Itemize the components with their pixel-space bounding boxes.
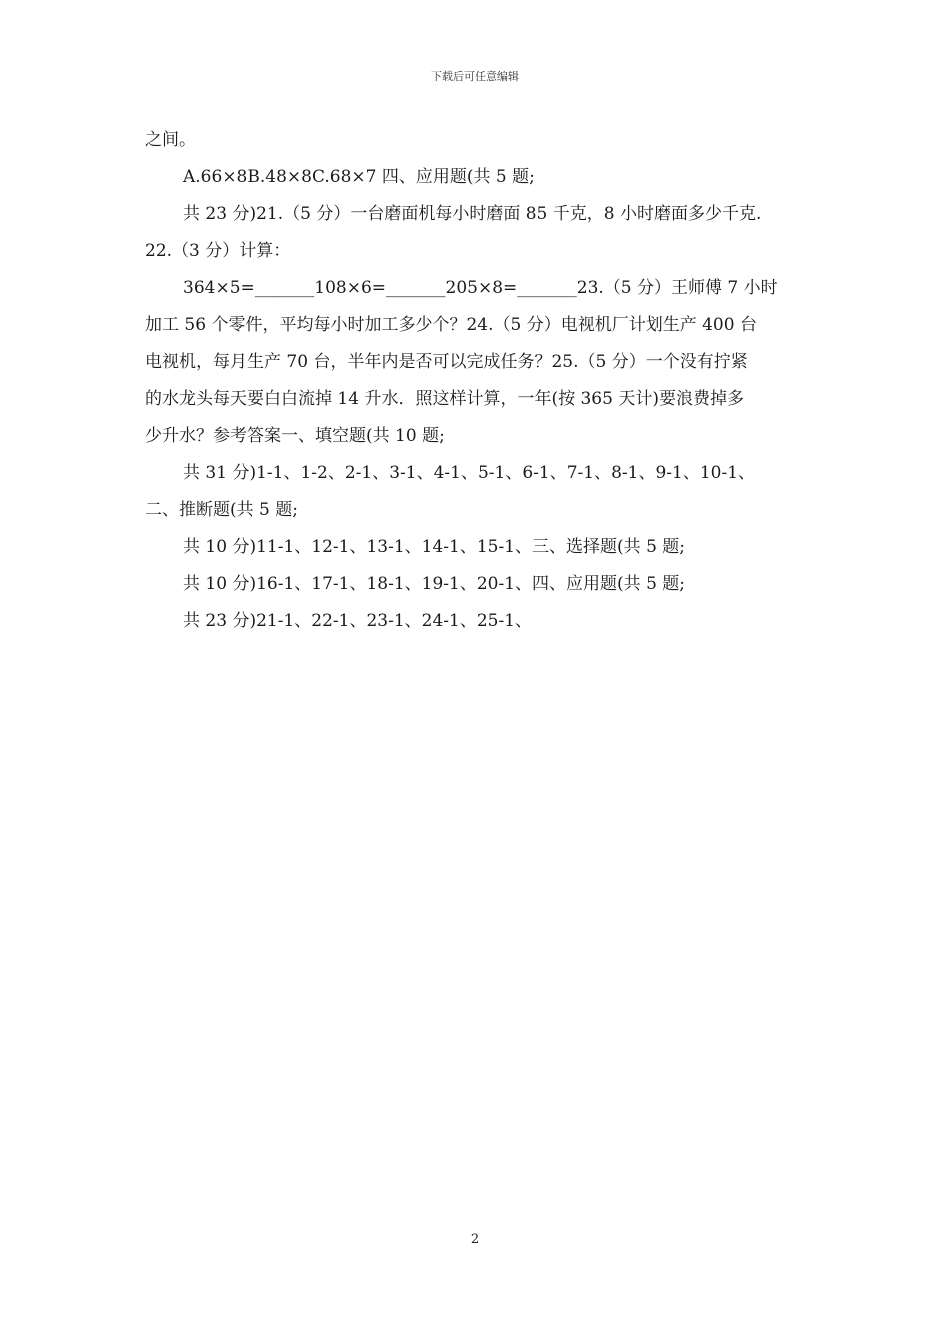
text-line: 加工 56 个零件，平均每小时加工多少个？24.（5 分）电视机厂计划生产 400 台 (145, 315, 757, 335)
text-line: 共 23 分)21.（5 分）一台磨面机每小时磨面 85 千克，8 小时磨面多少千克. (183, 204, 762, 224)
text-line: 364×5=_______108×6=_______205×8=_______23.（5 分）王师傅 7 小时 (183, 278, 778, 298)
text-line: 22.（3 分）计算： (145, 241, 291, 261)
text-line: 共 10 分)11-1、12-1、13-1、14-1、15-1、三、选择题(共 5 题; (183, 537, 686, 557)
text-line: 二、推断题(共 5 题; (145, 500, 298, 520)
page-number: 2 (470, 1232, 480, 1247)
text-line: 共 31 分)1-1、1-2、2-1、3-1、4-1、5-1、6-1、7-1、8-1、9-1、10-1、 (183, 463, 756, 483)
text-line: 电视机，每月生产 70 台，半年内是否可以完成任务？25.（5 分）一个没有拧紧 (145, 352, 748, 372)
text-line: 少升水？参考答案一、填空题(共 10 题; (145, 426, 445, 446)
text-line: 共 10 分)16-1、17-1、18-1、19-1、20-1、四、应用题(共 5 题; (183, 574, 686, 594)
page-header: 下载后可任意编辑 (431, 70, 519, 83)
document-body (145, 122, 815, 640)
text-line: 之间。 (145, 130, 196, 150)
text-line: 的水龙头每天要白白流掉 14 升水．照这样计算，一年(按 365 天计)要浪费掉多 (145, 389, 744, 409)
text-line: 共 23 分)21-1、22-1、23-1、24-1、25-1、 (183, 611, 533, 631)
text-line: A.66×8B.48×8C.68×7 四、应用题(共 5 题; (183, 167, 535, 187)
